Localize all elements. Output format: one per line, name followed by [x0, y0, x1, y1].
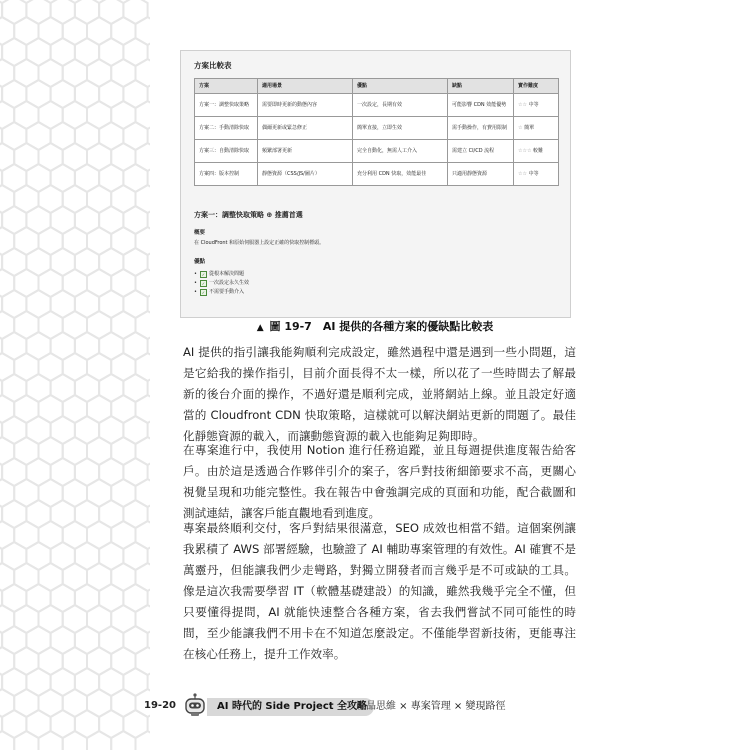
difficulty-cell: ☆☆ 中等: [514, 163, 559, 186]
table-cell: 簡單直接，立即生效: [353, 117, 448, 140]
body-paragraph: AI 提供的指引讓我能夠順利完成設定，雖然過程中還是遇到一些小問題，這是它給我的操作指引，目前介面長得不太一樣，所以花了一些時間去了解最新的後台介面的操作，不過好還是順利完成，並將網站上線。並且設定好適當的 Cloudfront CDN 快取策略，這樣就可以解決網站更新的問題了。最佳化靜態資源的載入，而讓動態資源的載入也能夠足夠即時。: [183, 345, 576, 443]
table-header-cell: 實作難度: [514, 79, 559, 94]
overview-text: 在 CloudFront 和原始伺服器上設定正確的快取控制標頭。: [194, 240, 325, 246]
table-cell: 頻繁部署更新: [258, 140, 353, 163]
table-cell: 方案四：版本控制: [195, 163, 258, 186]
table-cell: 偶爾更新或緊急修正: [258, 117, 353, 140]
table-header-cell: 缺點: [448, 79, 514, 94]
book-subtitle: 產品思維 × 專案管理 × 變現路徑: [356, 701, 506, 712]
table-header-cell: 適用場景: [258, 79, 353, 94]
table-header-cell: 方案: [195, 79, 258, 94]
table-row: [195, 117, 559, 140]
list-item: • ✓ 從根本解決問題: [194, 271, 244, 277]
hexagon-pattern-decoration: [0, 0, 150, 750]
figure-title: 方案比較表: [194, 61, 232, 70]
option-title: 方案一：調整快取策略 ⊕ 推薦首選: [194, 211, 303, 219]
table-cell: 方案一：調整快取策略: [195, 94, 258, 117]
table-row: [195, 140, 559, 163]
book-title: AI 時代的 Side Project 全攻略: [207, 698, 374, 716]
table-header-cell: 優點: [353, 79, 448, 94]
figure-screenshot: [180, 50, 571, 318]
table-cell: 需手動操作，有費用限制: [448, 117, 514, 140]
table-cell: 需要即時更新的動態內容: [258, 94, 353, 117]
figure-caption: ▲ 圖 19-7 AI 提供的各種方案的優缺點比較表: [256, 320, 494, 333]
table-cell: 只適用靜態資源: [448, 163, 514, 186]
checkbox-icon: ✓: [201, 281, 206, 286]
list-item: • ✓ 不需要手動介入: [194, 289, 244, 295]
page-footer: [0, 692, 750, 722]
star-icon: ☆☆: [518, 101, 527, 108]
list-item: • ✓ 一次設定永久生效: [194, 280, 249, 286]
table-cell: 需建立 CI/CD 流程: [448, 140, 514, 163]
pros-heading: 優點: [194, 259, 206, 265]
table-row: [195, 163, 559, 186]
checkbox-icon: ✓: [201, 290, 206, 295]
table-cell: 一次設定，長期有效: [353, 94, 448, 117]
table-cell: 完全自動化，無需人工介入: [353, 140, 448, 163]
table-cell: 可能影響 CDN 效能優勢: [448, 94, 514, 117]
table-cell: 充分利用 CDN 快取，效能最佳: [353, 163, 448, 186]
overview-heading: 概要: [194, 230, 206, 236]
table-row: [195, 94, 559, 117]
table-cell: 方案二：手動清除快取: [195, 117, 258, 140]
star-icon: ☆: [518, 124, 523, 131]
star-icon: ☆☆☆: [518, 147, 532, 154]
body-paragraph: 在專案進行中，我使用 Notion 進行任務追蹤，並且每週提供進度報告給客戶。由於這是透過合作夥伴引介的案子，客戶對技術細節要求不高，更關心視覺呈現和功能完整性。我在報告中會強調完成的頁面和功能，配合截圖和測試連結，讓客戶能直觀地看到進度。: [183, 443, 576, 520]
triangle-icon: ▲: [256, 323, 264, 333]
table-cell: 方案三：自動清除快取: [195, 140, 258, 163]
table-cell: 靜態資源（CSS/JS/圖片）: [258, 163, 353, 186]
difficulty-cell: ☆ 簡單: [514, 117, 559, 140]
star-icon: ☆☆: [518, 170, 527, 177]
difficulty-cell: ☆☆ 中等: [514, 94, 559, 117]
checkbox-icon: ✓: [201, 272, 206, 277]
comparison-table: [194, 78, 559, 186]
body-paragraph: 專案最終順利交付，客戶對結果很滿意，SEO 成效也相當不錯。這個案例讓我累積了 AWS 部署經驗，也驗證了 AI 輔助專案管理的有效性。AI 確實不是萬靈丹，但能讓我們少走彎路，對獨立開發者而言幾乎是不可或缺的工具。像是這次我需要學習 IT（軟體基礎建設）的知識，雖然我幾乎完全不懂，但只要懂得提問，AI 就能快速整合各種方案，省去我們嘗試不同可能性的時間，至少能讓我們不用卡在不知道怎麼設定。不僅能學習新技術，更能專注在核心任務上，提升工作效率。: [183, 521, 576, 661]
pros-list: [194, 270, 249, 297]
page-number: 19-20: [144, 700, 176, 711]
table-header-row: [195, 79, 559, 94]
difficulty-cell: ☆☆☆ 較難: [514, 140, 559, 163]
robot-mascot-icon: [184, 692, 206, 718]
